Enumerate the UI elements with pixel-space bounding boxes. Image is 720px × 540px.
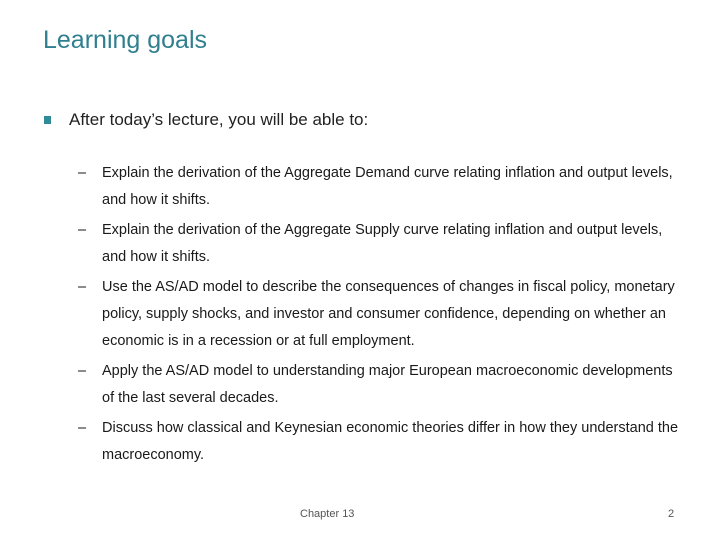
main-bullet-text: After today’s lecture, you will be able to: — [69, 110, 369, 129]
dash-marker: – — [78, 165, 87, 181]
main-bullet — [44, 110, 368, 130]
dash-marker: – — [78, 222, 87, 238]
footer-chapter: Chapter 13 — [300, 508, 355, 520]
sub-bullet-item — [78, 160, 688, 214]
slide-title: Learning goals — [43, 26, 208, 54]
dash-marker: – — [78, 420, 87, 436]
dash-marker: – — [78, 363, 87, 379]
sub-bullet-item — [78, 358, 688, 412]
sub-bullet-item — [78, 274, 688, 355]
sub-bullet-list — [78, 160, 688, 472]
sub-bullet-text: Discuss how classical and Keynesian economic theories differ in how they understand the macroeconomy. — [102, 420, 679, 463]
sub-bullet-text: Apply the AS/AD model to understanding major European macroeconomic developments of the last several decades. — [102, 363, 673, 406]
square-bullet-icon — [44, 116, 51, 124]
sub-bullet-text: Explain the derivation of the Aggregate Demand curve relating inflation and output levels, and how it shifts. — [102, 165, 673, 208]
sub-bullet-text: Explain the derivation of the Aggregate Supply curve relating inflation and output levels, and how it shifts. — [102, 222, 663, 265]
sub-bullet-item — [78, 217, 688, 271]
sub-bullet-text: Use the AS/AD model to describe the consequences of changes in fiscal policy, monetary policy, supply shocks, and investor and consumer confidence, depending on whether an economic is in a recession or at full employment. — [102, 279, 675, 349]
sub-bullet-item — [78, 415, 688, 469]
page-number: 2 — [668, 508, 675, 520]
dash-marker: – — [78, 279, 87, 295]
